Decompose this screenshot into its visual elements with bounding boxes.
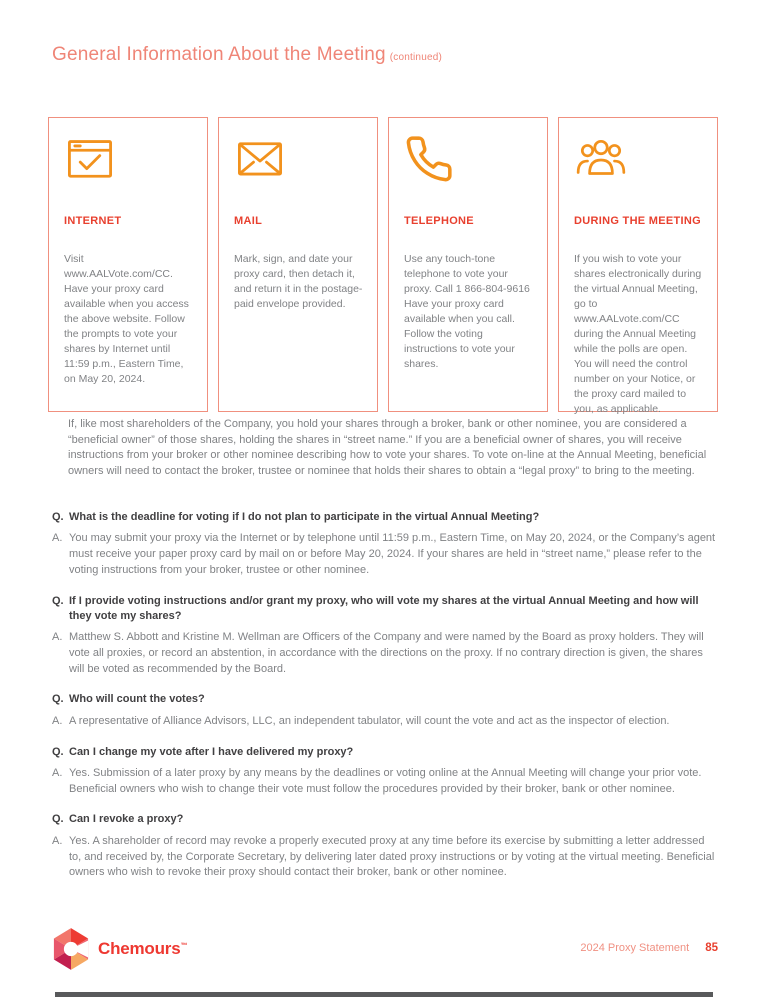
vote-box-heading: DURING THE MEETING <box>574 215 702 227</box>
answer-text: A representative of Alliance Advisors, LLC, an independent tabulator, will count the vote and act as the inspector of election. <box>69 714 670 727</box>
answer-row <box>52 630 718 677</box>
people-icon <box>574 134 704 198</box>
question-text: What is the deadline for voting if I do not plan to participate in the virtual Annual Meeting? <box>69 511 540 523</box>
question-prefix: Q. <box>52 813 64 826</box>
answer-prefix: A. <box>52 631 63 644</box>
qa-item <box>52 692 718 729</box>
vote-box-heading: MAIL <box>234 215 263 227</box>
qa-item <box>52 510 718 579</box>
question-prefix: Q. <box>52 693 64 706</box>
question-prefix: Q. <box>52 594 64 607</box>
page-number: 85 <box>705 942 718 954</box>
envelope-icon <box>234 134 364 198</box>
question-row <box>52 510 718 525</box>
browser-check-icon <box>64 134 194 198</box>
qa-item <box>52 745 718 798</box>
phone-icon <box>404 134 534 198</box>
footer-rule-bar <box>55 992 713 997</box>
question-row <box>52 692 718 707</box>
answer-text: Matthew S. Abbott and Kristine M. Wellman are Officers of the Company and were named by the Board as proxy holders. They will vote all proxies, or record an abstention, in accordance with the directions on the proxy. If no contrary direction is given, the shares will be voted as recommended by the Board. <box>69 631 704 675</box>
vote-box-during-meeting <box>558 117 718 415</box>
answer-text: Yes. A shareholder of record may revoke a properly executed proxy at any time before its exercise by submitting a letter addressed to, and received by, the Corporate Secretary, by delivering later dated proxy instructions or by voting at the virtual meeting. Beneficial owners who wish to revoke their proxy should contact their broker, bank or other nominee. <box>69 834 715 879</box>
footer-meta <box>580 942 718 954</box>
question-row <box>52 745 718 760</box>
question-prefix: Q. <box>52 511 64 523</box>
answer-row <box>52 834 718 881</box>
vote-box-heading: INTERNET <box>64 215 122 227</box>
answer-row <box>52 766 718 797</box>
vote-box-internet <box>48 117 208 412</box>
question-text: Can I change my vote after I have delivered my proxy? <box>69 745 354 758</box>
question-row <box>52 594 718 625</box>
answer-prefix: A. <box>52 714 63 727</box>
chemours-logo <box>52 928 187 970</box>
answer-prefix: A. <box>52 834 63 847</box>
vote-box-telephone <box>388 117 548 412</box>
question-text: Can I revoke a proxy? <box>69 813 184 826</box>
question-prefix: Q. <box>52 745 64 758</box>
vote-box-body: Visit www.AALVote.com/CC. Have your proxy card available when you access the above website. Follow the prompts to vote your shares by Internet until 11:59 p.m., Eastern Time, on May 20, 2024. <box>64 253 189 385</box>
answer-text: You may submit your proxy via the Internet or by telephone until 11:59 p.m., Eastern Time, on May 20, 2024, or the Company’s agent must receive your paper proxy card by mail on or before May 20, 2024. If your shares are held in “street name,” please refer to the voting instructions from your broker, trustee or other nominee. <box>69 532 716 576</box>
chemours-wordmark: Chemours™ <box>98 939 188 958</box>
page-title-continued: (continued) <box>389 52 443 63</box>
answer-row <box>52 714 718 730</box>
vote-box-body: Mark, sign, and date your proxy card, then detach it, and return it in the postage-paid envelope provided. <box>234 253 363 310</box>
vote-box-heading: TELEPHONE <box>404 215 474 227</box>
question-row <box>52 812 718 827</box>
qa-list <box>52 510 718 896</box>
page-title-text: General Information About the Meeting <box>52 44 386 65</box>
answer-prefix: A. <box>52 532 63 545</box>
trademark-symbol: ™ <box>180 942 188 950</box>
vote-box-body: Use any touch-tone telephone to vote your proxy. Call 1 866-804-9616 Have your proxy card available when you call. Follow the voting instructions to vote your shares. <box>404 253 530 370</box>
chemours-logo-mark <box>52 928 90 970</box>
qa-item <box>52 812 718 881</box>
intro-paragraph: If, like most shareholders of the Company, you hold your shares through a broker, bank or other nominee, you are considered a “beneficial owner” of those shares, holding the shares in “street name.” If you are a beneficial owner of shares, you will receive instructions from your broker or other nominee describing how to vote your shares. To vote on-line at the Annual Meeting, beneficial owners will need to contact the broker, trustee or nominee that holds their shares to obtain a “legal proxy” to bring to the meeting. <box>68 418 707 478</box>
vote-box-body: If you wish to vote your shares electronically during the virtual Annual Meeting, go to www.AALvote.com/CC during the Annual Meeting while the polls are open. You will need the control number on your Notice, or the proxy card mailed to you, as applicable. <box>574 253 702 415</box>
answer-prefix: A. <box>52 766 63 779</box>
answer-text: Yes. Submission of a later proxy by any means by the deadlines or voting online at the Annual Meeting will change your prior vote. Beneficial owners who wish to change their vote must follow the procedures provided by their broker, bank or other nominee. <box>69 766 702 795</box>
question-text: Who will count the votes? <box>69 693 205 706</box>
qa-item <box>52 594 718 678</box>
page-title <box>52 44 442 66</box>
doc-label: 2024 Proxy Statement <box>580 942 690 954</box>
answer-row <box>52 531 718 578</box>
question-text: If I provide voting instructions and/or grant my proxy, who will vote my shares at the virtual Annual Meeting and how will they vote my shares? <box>69 594 699 622</box>
vote-box-mail <box>218 117 378 412</box>
vote-method-boxes <box>48 117 718 415</box>
